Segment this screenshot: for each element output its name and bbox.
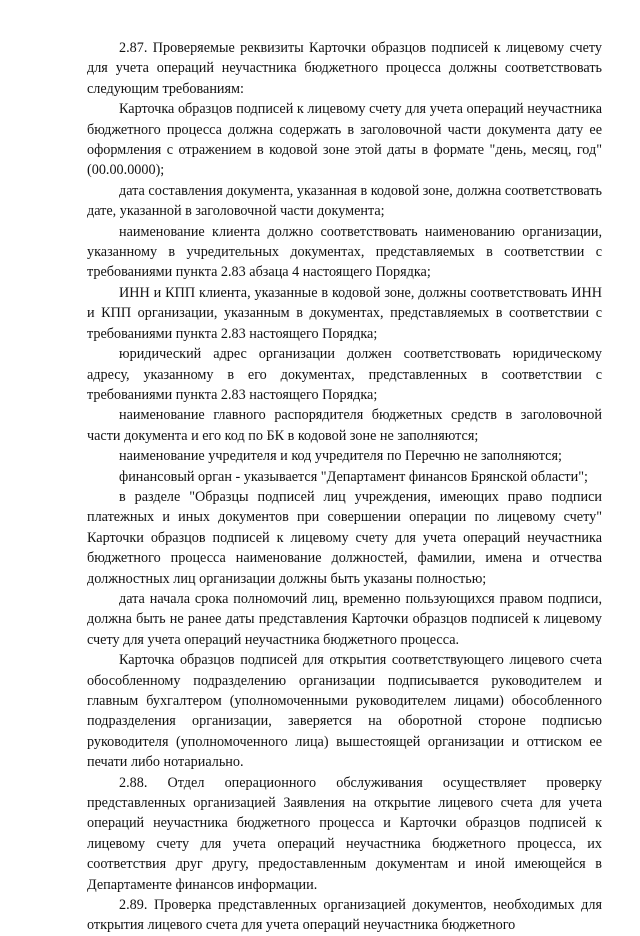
paragraph-authority-date: дата начала срока полномочий лиц, временно пользующихся правом подписи, должна быть не ранее даты представления Карточки образцов подписей к лицевому счету для учета операций неучастника бюджетного процесса. [87, 590, 602, 648]
paragraph-card-date: Карточка образцов подписей к лицевому счету для учета операций неучастника бюджетного процесса должна содержать в заголовочной части документа дату ее оформления с отражением в кодовой зоне этой даты в формате "день, месяц, год" (00.00.0000); [87, 101, 602, 179]
paragraph-main-manager: наименование главного распорядителя бюджетных средств в заголовочной части документа и его код по БК в кодовой зоне не заполняются; [87, 407, 602, 444]
paragraph-branch-card: Карточка образцов подписей для открытия соответствующего лицевого счета обособленному подразделению организации подписывается руководителем и главным бухгалтером (уполномоченными руководителем лицами) обособленного подразделения организации, заверяется на оборотной стороне подписью руководителя (уполномоченного лица) вышестоящей организации и оттиском ее печати либо нотариально. [87, 652, 602, 771]
paragraph-inn-kpp: ИНН и КПП клиента, указанные в кодовой зоне, должны соответствовать ИНН и КПП организации, указанным в документах, представляемых в соответствии с требованиями пункта 2.83 настоящего Порядка; [87, 284, 602, 342]
paragraph-2-88: 2.88. Отдел операционного обслуживания осуществляет проверку представленных организацией Заявления на открытие лицевого счета для учета операций неучастника бюджетного процесса и Карточки образцов подписей к лицевому счету для учета операций неучастника бюджетного процесса, их соответствия друг другу, предоставленным документам и иной имеющейся в Департаменте финансов информации. [87, 774, 602, 893]
paragraph-2-87-intro: 2.87. Проверяемые реквизиты Карточки образцов подписей к лицевому счету для учета операций неучастника бюджетного процесса должны соответствовать следующим требованиям: [87, 40, 602, 97]
paragraph-financial-body: финансовый орган - указывается "Департамент финансов Брянской области"; [119, 468, 588, 485]
paragraph-legal-address: юридический адрес организации должен соответствовать юридическому адресу, указанному в его документах, представленных в соответствии с требованиями пункта 2.83 настоящего Порядка; [87, 346, 602, 403]
paragraph-2-89: 2.89. Проверка представленных организацией документов, необходимых для открытия лицевого счета для учета операций неучастника бюджетного [87, 897, 602, 934]
document-page [87, 38, 602, 936]
paragraph-signature-section: в разделе "Образцы подписей лиц учреждения, имеющих право подписи платежных и иных документов при совершении операции по лицевому счету" Карточки образцов подписей к лицевому счету для учета операций неучастника бюджетного процесса наименование должностей, фамилии, имена и отчества должностных лиц организации должны быть указаны полностью; [87, 488, 602, 587]
paragraph-client-name: наименование клиента должно соответствовать наименованию организации, указанному в учредительных документах, представляемых в соответствии с требованиями пункта 2.83 абзаца 4 настоящего Порядка; [87, 223, 602, 281]
paragraph-founder: наименование учредителя и код учредителя по Перечню не заполняются; [119, 448, 562, 465]
paragraph-doc-date: дата составления документа, указанная в кодовой зоне, должна соответствовать дате, указанной в заголовочной части документа; [87, 182, 602, 220]
